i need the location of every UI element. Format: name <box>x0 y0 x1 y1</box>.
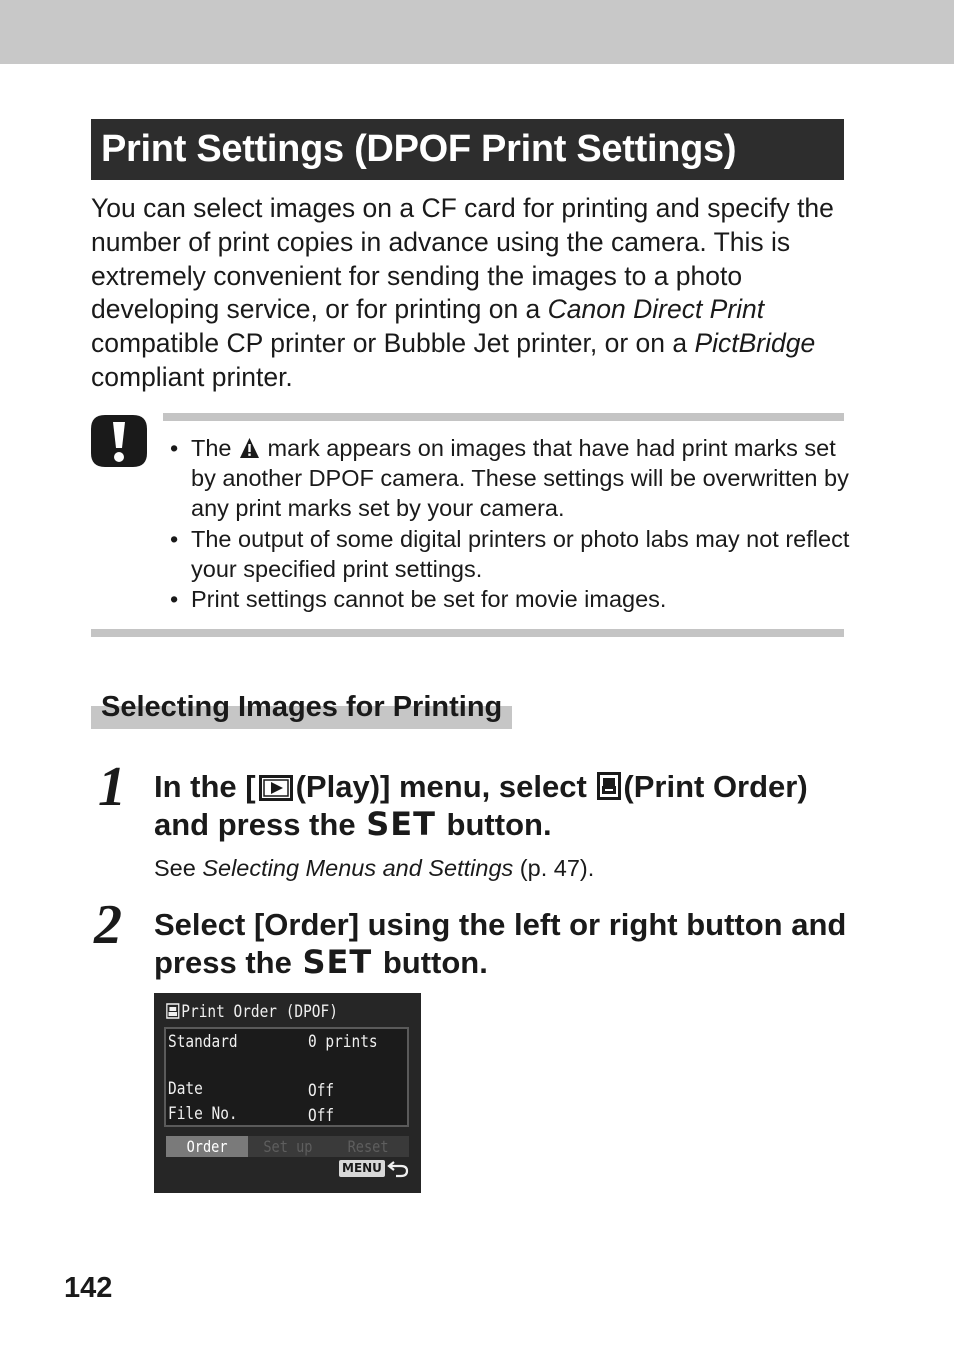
lcd-tab-label: Order <box>186 1137 228 1156</box>
lcd-tab-bar <box>166 1136 409 1157</box>
lcd-tab-label: Reset <box>348 1137 389 1156</box>
step-2-title <box>154 906 854 981</box>
lcd-row-fileno-label: File No. <box>168 1104 238 1124</box>
step-number-2: 2 <box>94 894 122 956</box>
note-text: The output of some digital printers or photo labs may not reflect your specified print settings. <box>191 525 850 582</box>
note-text: mark appears on images that have had print marks set by another DPOF camera. These settings will be overwritten by any print marks set by your camera. <box>191 435 849 522</box>
lcd-row-standard-value: 0 prints <box>308 1032 378 1052</box>
bullet: • <box>170 435 179 461</box>
note-text: The <box>191 435 239 461</box>
intro-paragraph <box>91 192 851 395</box>
intro-italic-pictbridge: PictBridge <box>694 328 816 359</box>
step-1-text-c: (Print Order) and press the <box>154 769 808 842</box>
reference-page: (p. 47). <box>513 855 595 881</box>
reference-title: Selecting Menus and Settings <box>202 855 514 881</box>
lcd-tab-order[interactable] <box>166 1136 248 1157</box>
return-arrow-icon <box>387 1159 409 1179</box>
lcd-row-date-label: Date <box>168 1079 203 1099</box>
step-1-reference <box>154 853 594 883</box>
lcd-row-standard-label: Standard <box>168 1032 238 1052</box>
lcd-title <box>166 1002 338 1022</box>
step-1-text-b: (Play)] menu, select <box>295 769 587 804</box>
reference-prefix: See <box>154 855 203 881</box>
bullet: • <box>170 586 179 613</box>
caution-note <box>170 584 850 614</box>
play-icon <box>259 775 293 801</box>
intro-text-2: compatible CP printer or Bubble Jet printer, or on a <box>91 328 695 359</box>
page-number: 142 <box>64 1272 113 1304</box>
step-2-text-b: button. <box>382 944 488 980</box>
print-order-icon <box>597 772 621 800</box>
step-2-text-a: Select [Order] using the left or right button and press the <box>154 907 847 980</box>
exclamation-caution-icon <box>91 415 147 467</box>
caution-bottom-rule <box>91 629 844 637</box>
intro-text-1: You can select images on a CF card for printing and specify the number of print copies in advance using the camera. This is extremely convenient for sending the images to a photo developing service, or for printing on a <box>91 193 834 325</box>
step-1-title <box>154 768 854 843</box>
lcd-tab-set-up[interactable] <box>248 1136 328 1157</box>
step-number-1: 1 <box>98 756 126 818</box>
lcd-tab-label: Set up <box>263 1137 313 1156</box>
step-1-text-a: In the [ <box>154 769 256 804</box>
caution-top-rule <box>163 413 844 421</box>
lcd-menu-button-label: MENU <box>339 1160 385 1177</box>
caution-note <box>170 524 850 584</box>
note-text: Print settings cannot be set for movie images. <box>191 586 667 613</box>
bullet: • <box>170 525 179 552</box>
lcd-row-fileno-value: Off <box>308 1106 335 1126</box>
caution-note <box>170 433 850 524</box>
lcd-row-date-value: Off <box>308 1081 335 1101</box>
page-title: Print Settings (DPOF Print Settings) <box>91 119 844 180</box>
section-heading: Selecting Images for Printing <box>91 688 512 729</box>
warning-triangle-icon <box>240 438 259 458</box>
caution-notes <box>170 433 850 614</box>
set-button-glyph: SET <box>302 942 373 981</box>
lcd-title-text: Print Order (DPOF) <box>181 1002 338 1022</box>
intro-text-3: compliant printer. <box>91 361 293 392</box>
camera-lcd-screenshot <box>154 993 421 1193</box>
step-1-text-d: button. <box>446 806 552 842</box>
set-button-glyph: SET <box>366 804 436 843</box>
header-band <box>0 0 954 64</box>
intro-italic-canon-direct-print: Canon Direct Print <box>547 294 765 325</box>
lcd-tab-reset[interactable] <box>328 1136 409 1157</box>
print-order-icon <box>166 1003 180 1019</box>
